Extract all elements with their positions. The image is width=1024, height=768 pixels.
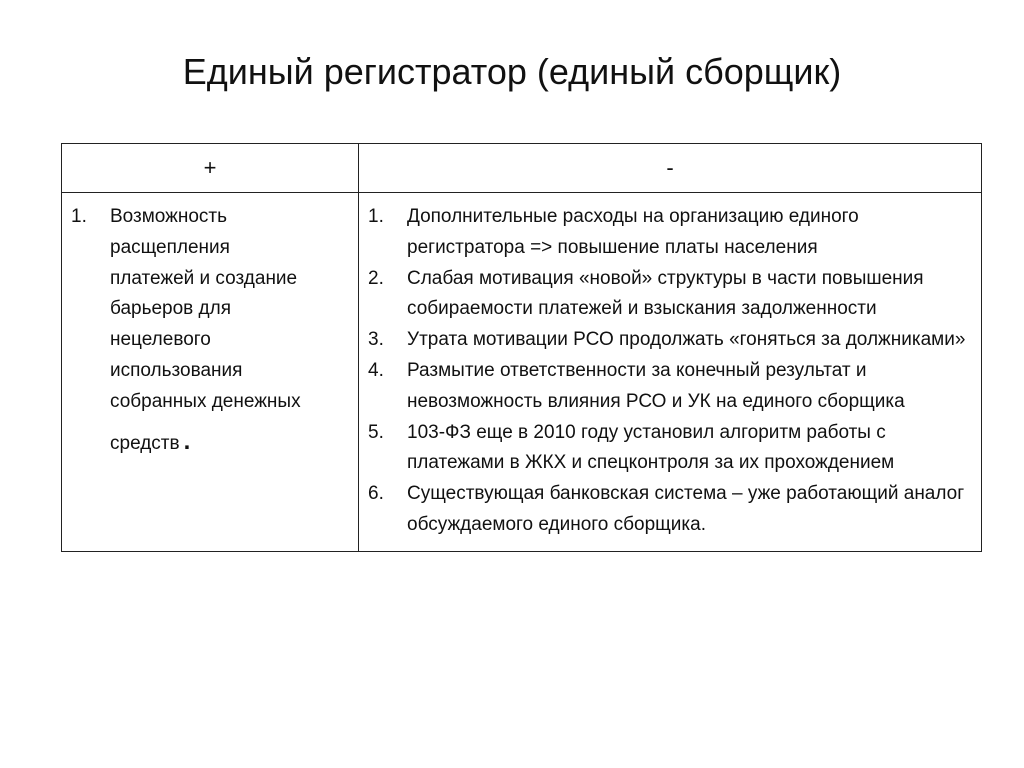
cons-list-item [359, 479, 975, 541]
pros-text-line: нецелевого [110, 329, 211, 351]
cons-list [359, 193, 981, 551]
plus-column-header: + [62, 144, 359, 193]
pros-text-line: Возможность [110, 206, 228, 227]
pros-text-line: платежей и создание [110, 267, 298, 289]
cons-list-item [359, 356, 975, 418]
pros-text-line: собранных денежных [110, 390, 301, 412]
pros-text-line: средств [110, 432, 180, 454]
table-header-row [62, 144, 982, 193]
cons-list-item [359, 202, 975, 264]
cons-item-text: Утрата мотивации РСО продолжать «гоняться за должниками» [407, 329, 966, 351]
list-item-number: 4. [368, 359, 384, 381]
pros-list [62, 193, 358, 478]
list-item-number: 2. [368, 267, 384, 289]
cons-item-text: Существующая банковская система – уже работающий аналог обсуждаемого единого сборщика. [407, 483, 965, 535]
pros-text-line: использования [110, 359, 243, 381]
list-item-number: 6. [368, 483, 384, 505]
cons-list-item [359, 325, 975, 356]
cons-item-text: Дополнительные расходы на организацию единого регистратора => повышение платы населения [407, 206, 859, 258]
list-item-number: 3. [368, 329, 384, 351]
list-item-number: 5. [368, 421, 384, 443]
slide-title: Единый регистратор (единый сборщик) [182, 51, 842, 92]
list-item-number: 1. [368, 206, 384, 227]
list-item-number: 1. [71, 206, 87, 227]
minus-column-header: - [359, 144, 982, 193]
table-row [62, 193, 982, 552]
cons-item-text: Размытие ответственности за конечный результат и невозможность влияния РСО и УК на единого сборщика [407, 359, 905, 412]
pros-text-line: расщепления [110, 236, 230, 258]
end-mark: . [183, 427, 191, 455]
cons-cell [359, 193, 982, 552]
pros-text-last-line [110, 418, 352, 468]
cons-list-item [359, 264, 975, 326]
pros-cons-table [61, 143, 982, 552]
pros-cell [62, 193, 359, 552]
cons-item-text: Слабая мотивация «новой» структуры в части повышения собираемости платежей и взыскания задолженности [407, 267, 924, 320]
cons-list-item [359, 418, 975, 480]
pros-list-item [62, 202, 352, 468]
pros-text-line: барьеров для [110, 298, 232, 320]
cons-item-text: 103-ФЗ еще в 2010 году установил алгоритм работы с платежами в ЖКХ и спецконтроля за их прохождением [407, 421, 895, 474]
